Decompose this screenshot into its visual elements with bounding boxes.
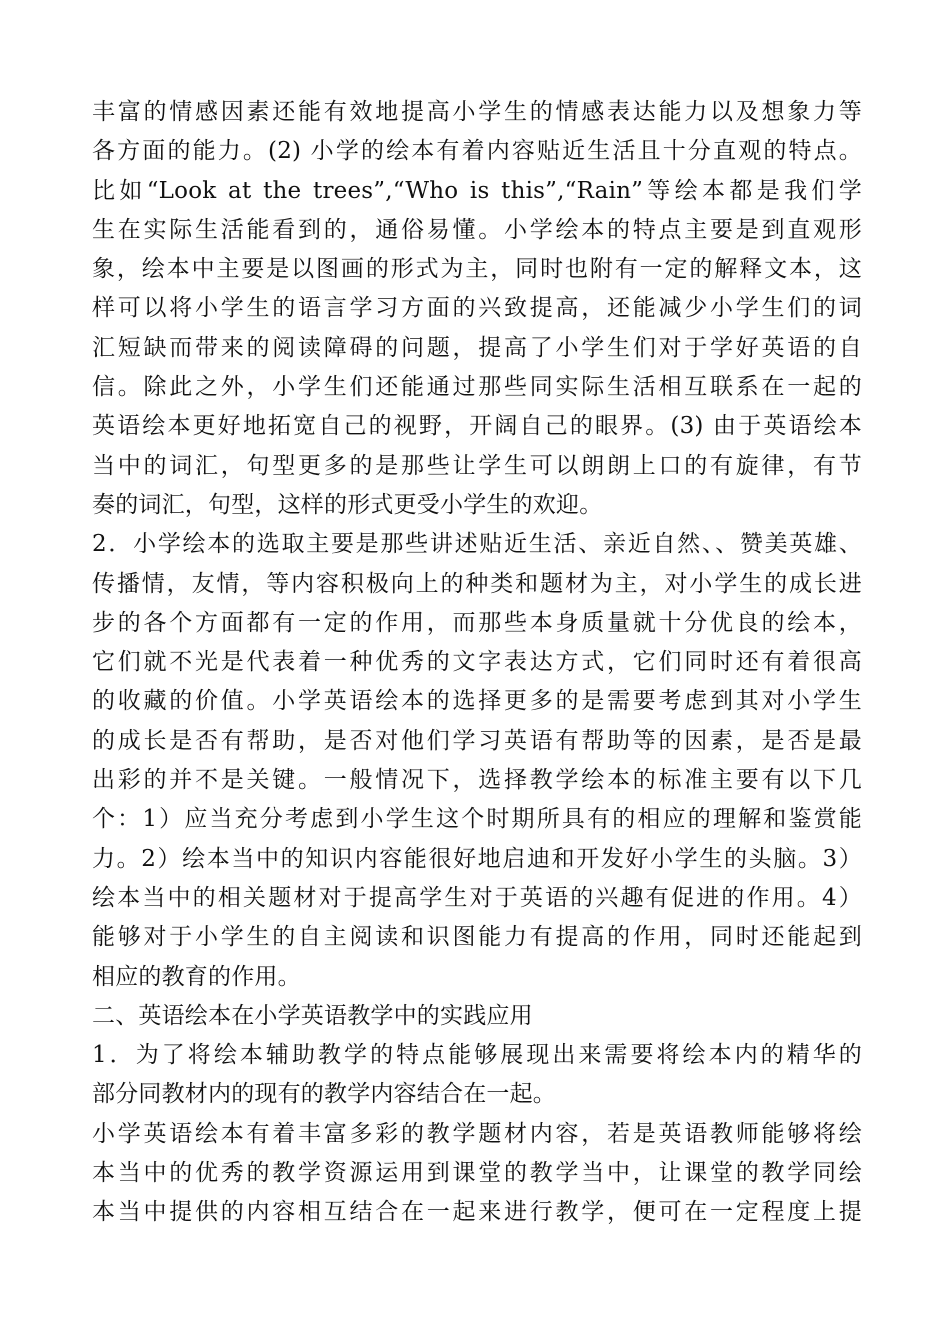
text-line: 相应的教育的作用。 xyxy=(92,963,301,990)
text-line: 小学英语绘本有着丰富多彩的教学题材内容，若是英语教师能够将绘 xyxy=(92,1120,862,1147)
text-line: 奏的词汇，句型，这样的形式更受小学生的欢迎。 xyxy=(92,491,603,518)
text-line: 生在实际生活能看到的，通俗易懂。小学绘本的特点主要是到直观形 xyxy=(92,216,862,243)
text-line: 传播情，友情，等内容积极向上的种类和题材为主，对小学生的成长进 xyxy=(92,570,862,597)
text-line: 丰富的情感因素还能有效地提高小学生的情感表达能力以及想象力等 xyxy=(92,99,862,125)
text-line: 汇短缺而带来的阅读障碍的问题，提高了小学生们对于学好英语的自 xyxy=(92,334,862,361)
text-line: 各方面的能力。(2) 小学的绘本有着内容贴近生活且十分直观的特点。 xyxy=(92,138,862,165)
text-line: 当中的词汇，句型更多的是那些让学生可以朗朗上口的有旋律，有节 xyxy=(92,452,862,479)
text-line: 信。除此之外，小学生们还能通过那些同实际生活相互联系在一起的 xyxy=(92,374,862,401)
text-line: 出彩的并不是关键。一般情况下，选择教学绘本的标准主要有以下几 xyxy=(92,767,862,794)
text-line: 的收藏的价值。小学英语绘本的选择更多的是需要考虑到其对小学生 xyxy=(92,688,862,715)
text-line: 个：1）应当充分考虑到小学生这个时期所具有的相应的理解和鉴赏能 xyxy=(92,806,862,833)
text-line: 步的各个方面都有一定的作用，而那些本身质量就十分优良的绘本， xyxy=(92,609,862,636)
text-line: 1．为了将绘本辅助教学的特点能够展现出来需要将绘本内的精华的 xyxy=(92,1042,862,1069)
text-line: 象，绘本中主要是以图画的形式为主，同时也附有一定的解释文本，这 xyxy=(92,256,862,283)
text-line: 部分同教材内的现有的教学内容结合在一起。 xyxy=(92,1081,556,1108)
text-line: 本当中的优秀的教学资源运用到课堂的教学当中，让课堂的教学同绘 xyxy=(92,1160,862,1187)
text-line: 能够对于小学生的自主阅读和识图能力有提高的作用，同时还能起到 xyxy=(92,924,862,951)
text-line: 比如“Look at the trees”,“Who is this”,“Rain”等绘本都是我们学 xyxy=(92,177,862,204)
text-line: 2．小学绘本的选取主要是那些讲述贴近生活、亲近自然、、赞美英雄、 xyxy=(92,531,862,558)
body-text xyxy=(92,93,862,1233)
text-line: 绘本当中的相关题材对于提高学生对于英语的兴趣有促进的作用。4） xyxy=(92,884,862,911)
text-line: 样可以将小学生的语言学习方面的兴致提高，还能减少小学生们的词 xyxy=(92,295,862,322)
text-line: 力。2）绘本当中的知识内容能很好地启迪和开发好小学生的头脑。3） xyxy=(92,845,862,872)
text-line: 它们就不光是代表着一种优秀的文字表达方式，它们同时还有着很高 xyxy=(92,649,862,676)
text-line: 英语绘本更好地拓宽自己的视野，开阔自己的眼界。(3) 由于英语绘本 xyxy=(92,413,862,440)
text-line: 的成长是否有帮助，是否对他们学习英语有帮助等的因素，是否是最 xyxy=(92,727,862,754)
section-heading: 二、英语绘本在小学英语教学中的实践应用 xyxy=(92,1002,533,1029)
text-line: 本当中提供的内容相互结合在一起来进行教学，便可在一定程度上提 xyxy=(92,1199,862,1226)
